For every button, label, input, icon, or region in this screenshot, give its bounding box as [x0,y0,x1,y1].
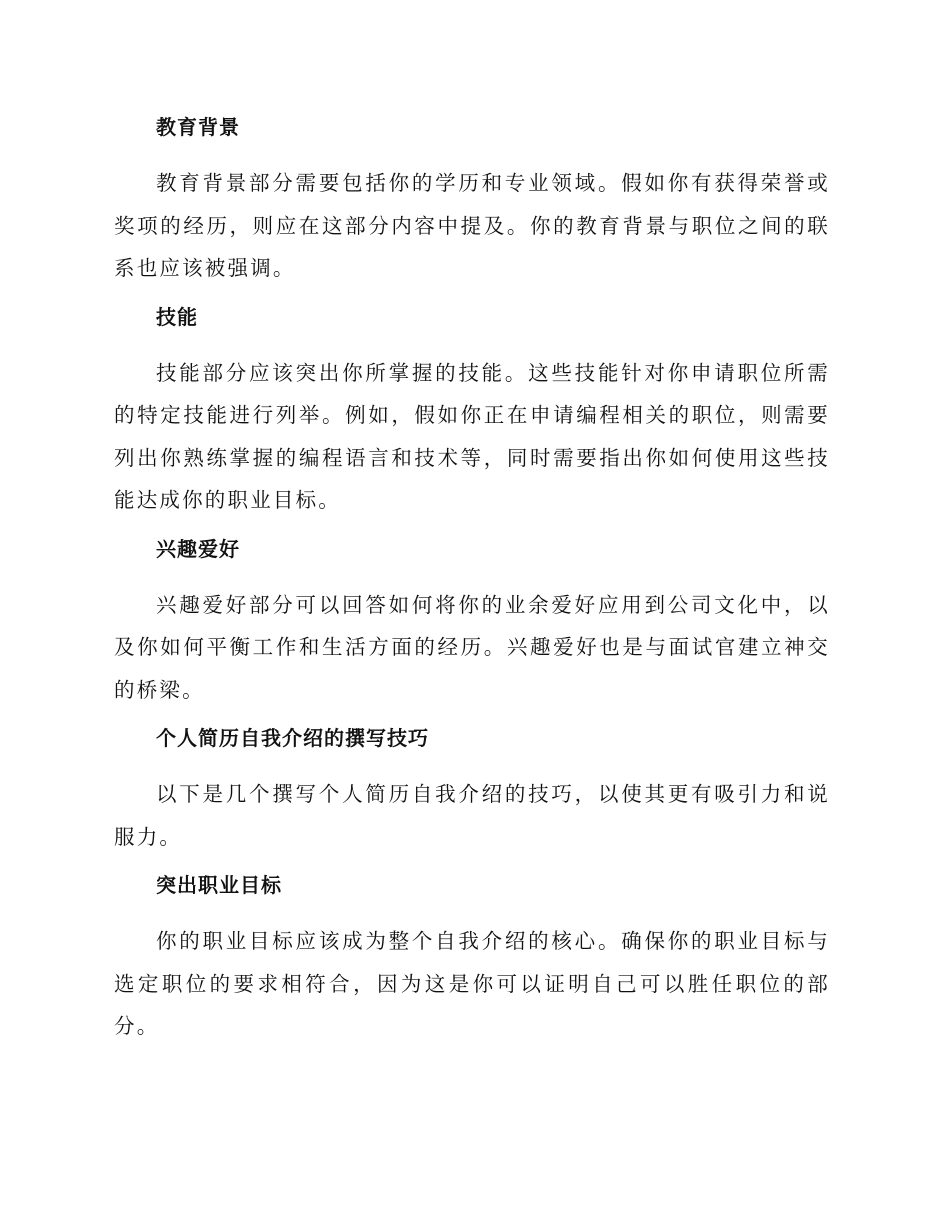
section-skills [114,298,830,522]
section-education [114,108,830,290]
section-paragraph: 技能部分应该突出你所掌握的技能。这些技能针对你申请职位所需的特定技能进行列举。例如，假如你正在申请编程相关的职位，则需要列出你熟练掌握的编程语言和技术等，同时需要指出你如何使用这些技能达成你的职业目标。 [114,360,830,512]
section-heading: 教育背景 [156,115,240,139]
section-paragraph: 教育背景部分需要包括你的学历和专业领域。假如你有获得荣誉或奖项的经历，则应在这部分内容中提及。你的教育背景与职位之间的联系也应该被强调。 [114,171,830,280]
section-heading: 突出职业目标 [156,873,282,897]
section-heading: 兴趣爱好 [156,536,240,561]
section-paragraph: 以下是几个撰写个人简历自我介绍的技巧，以使其更有吸引力和说服力。 [114,782,830,849]
document-page [114,108,830,1056]
section-paragraph: 兴趣爱好部分可以回答如何将你的业余爱好应用到公司文化中，以及你如何平衡工作和生活方面的经历。兴趣爱好也是与面试官建立神交的桥梁。 [114,592,830,702]
section-heading: 个人简历自我介绍的撰写技巧 [156,726,429,750]
section-writing-tips [114,719,830,858]
section-paragraph: 你的职业目标应该成为整个自我介绍的核心。确保你的职业目标与选定职位的要求相符合，因为这是你可以证明自己可以胜任职位的部分。 [114,929,830,1038]
section-hobbies [114,530,830,712]
section-heading: 技能 [156,304,198,329]
section-career-goal [114,866,830,1048]
